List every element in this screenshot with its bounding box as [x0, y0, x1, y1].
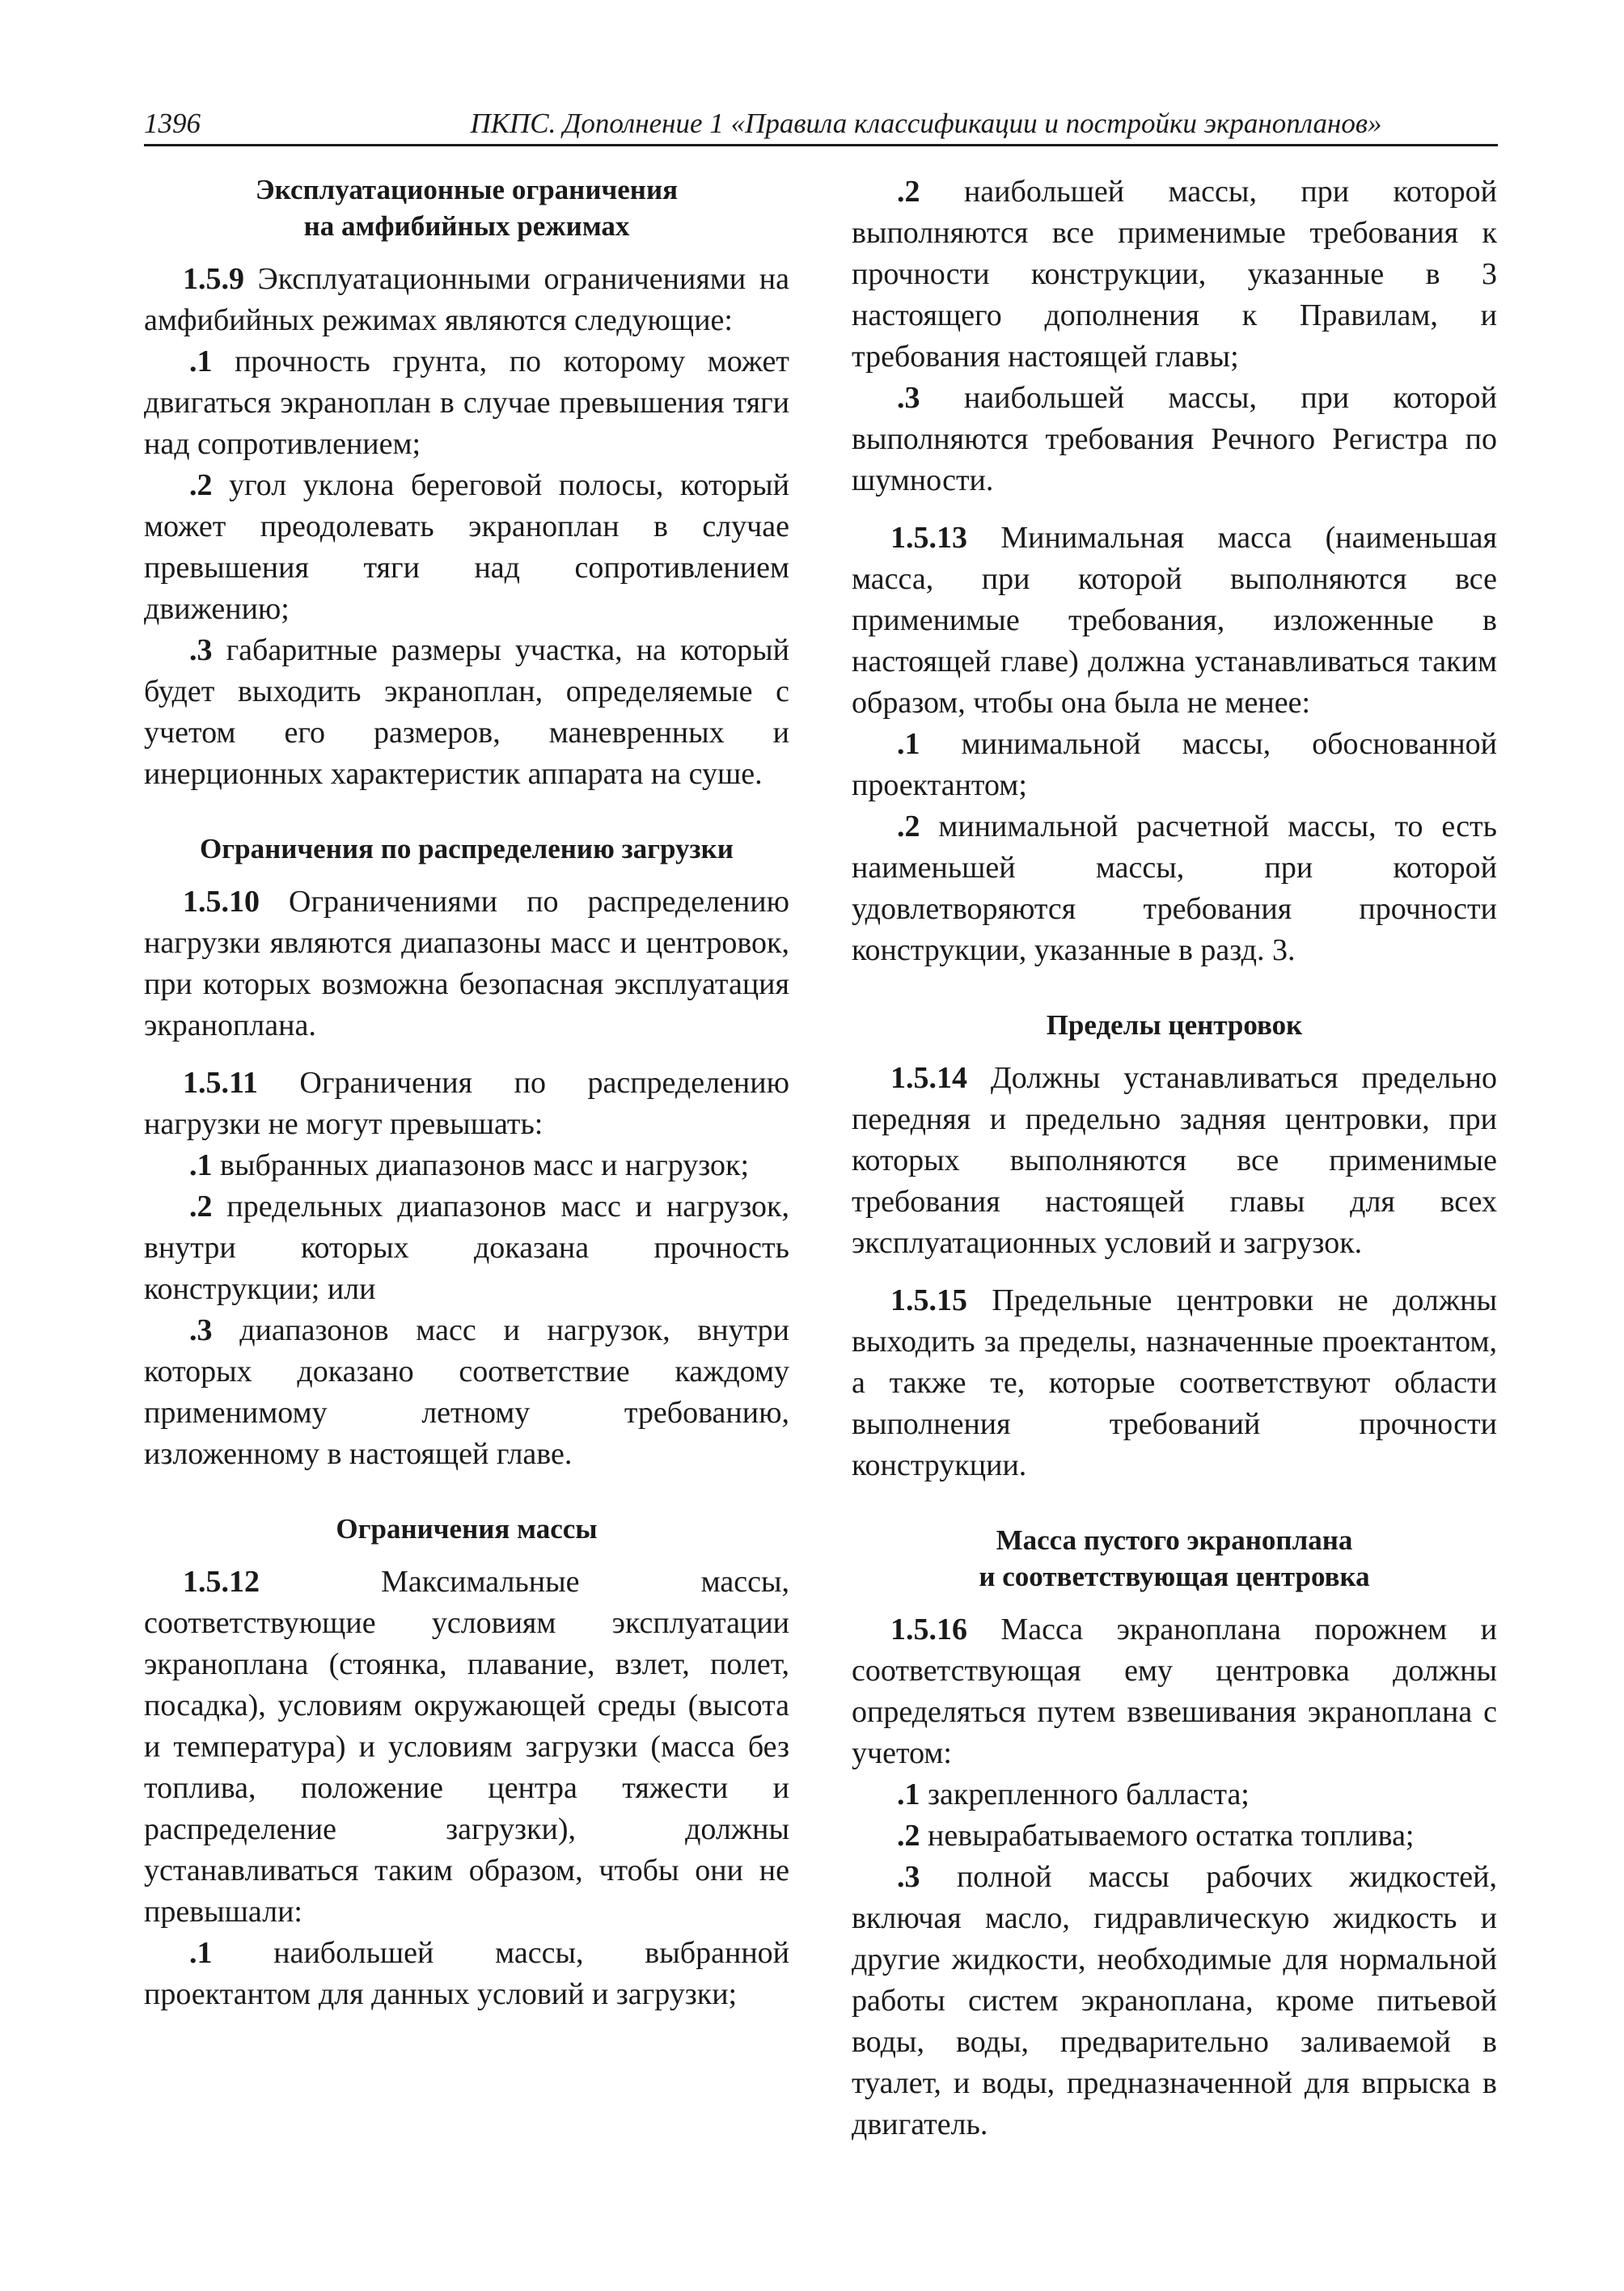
paragraph-1-5-10: 1.5.10 Ограничениями по распределению нагрузки являются диапазоны масс и центровок, при которых возможна безопасная эксплуатация экраноплана.	[144, 885, 789, 1042]
paragraph-1-5-9: 1.5.9 Эксплуатационными ограничениями на амфибийных режимах являются следующие:	[144, 262, 789, 337]
list-item: .1 наибольшей массы, выбранной проектантом для данных условий и загрузки;	[144, 1936, 789, 2011]
paragraph-1-5-16: 1.5.16 Масса экраноплана порожнем и соответствующая ему центровка должны определяться путем взвешивания экраноплана с учетом:	[852, 1613, 1497, 1770]
list-item: .3 наибольшей массы, при которой выполняются требования Речного Регистра по шумности.	[852, 381, 1497, 497]
list-item: .1 прочность грунта, по которому может двигаться экраноплан в случае превышения тяги над сопротивлением;	[144, 344, 789, 461]
right-column	[852, 171, 1497, 2145]
left-column	[144, 171, 789, 2015]
list-item: .3 габаритные размеры участка, на который будет выходить экраноплан, определяемые с учетом его размеров, маневренных и инерционных характеристик аппарата на суше.	[144, 633, 789, 791]
section-heading-load-distribution: Ограничения по распределению загрузки	[200, 833, 734, 864]
paragraph-1-5-11: 1.5.11 Ограничения по распределению нагрузки не могут превышать:	[144, 1066, 789, 1141]
list-item: .2 невырабатываемого остатка топлива;	[897, 1819, 1415, 1853]
list-item: .3 диапазонов масс и нагрузок, внутри которых доказано соответствие каждому применимому летному требованию, изложенному в настоящей главе.	[144, 1313, 789, 1471]
running-head	[144, 104, 1498, 146]
section-heading-amphibious: Эксплуатационные ограничения на амфибийных режимах	[255, 174, 679, 242]
list-item: .1 минимальной массы, обоснованной проектантом;	[852, 727, 1497, 802]
paragraph-1-5-15: 1.5.15 Предельные центровки не должны выходить за пределы, назначенные проектантом, а также те, которые соответствуют области выполнения требований прочности конструкции.	[852, 1283, 1497, 1482]
section-heading-empty-mass: Масса пустого экраноплана и соответствующая центровка	[979, 1524, 1370, 1592]
list-item: .2 предельных диапазонов масс и нагрузок, внутри которых доказана прочность конструкции; или	[144, 1190, 789, 1306]
paragraph-1-5-14: 1.5.14 Должны устанавливаться предельно передняя и предельно задняя центровки, при которых выполняются все применимые требования настоящей главы для всех эксплуатационных условий и загрузок.	[852, 1061, 1497, 1260]
list-item: .2 наибольшей массы, при которой выполняются все применимые требования к прочности конструкции, указанные в 3 настоящего дополнения к Правилам, и требования настоящей главы;	[852, 175, 1497, 374]
list-item: .1 закрепленного балласта;	[897, 1777, 1250, 1811]
running-head-title: ПКПС. Дополнение 1 «Правила классификации и постройки экранопланов»	[470, 108, 1382, 139]
page-number: 1396	[144, 108, 201, 139]
list-item: .1 выбранных диапазонов масс и нагрузок;	[189, 1148, 749, 1182]
list-item: .2 угол уклона береговой полосы, который может преодолевать экраноплан в случае превышения тяги над сопротивлением движению;	[144, 468, 789, 626]
paragraph-1-5-13: 1.5.13 Минимальная масса (наименьшая масса, при которой выполняются все применимые требования, изложенные в настоящей главе) должна устанавливаться таким образом, чтобы она была не менее:	[852, 521, 1497, 720]
list-item: .3 полной массы рабочих жидкостей, включая масло, гидравлическую жидкость и другие жидкости, необходимые для нормальной работы систем экраноплана, кроме питьевой воды, воды, предварительно заливаемой в туалет, и воды, предназначенной для впрыска в двигатель.	[852, 1860, 1497, 2141]
section-heading-mass-limits: Ограничения массы	[336, 1513, 598, 1545]
paragraph-1-5-12: 1.5.12 Максимальные массы, соответствующие условиям эксплуатации экраноплана (стоянка, плавание, взлет, полет, посадка), условиям окружающей среды (высота и температура) и условиям загрузки (масса без топлива, положение центра тяжести и распределение загрузки), должны устанавливаться таким образом, чтобы они не превышали:	[144, 1565, 789, 1929]
list-item: .2 минимальной расчетной массы, то есть наименьшей массы, при которой удовлетворяются требования прочности конструкции, указанные в разд. 3.	[852, 809, 1497, 967]
section-heading-cg-limits: Пределы центровок	[1046, 1009, 1303, 1041]
